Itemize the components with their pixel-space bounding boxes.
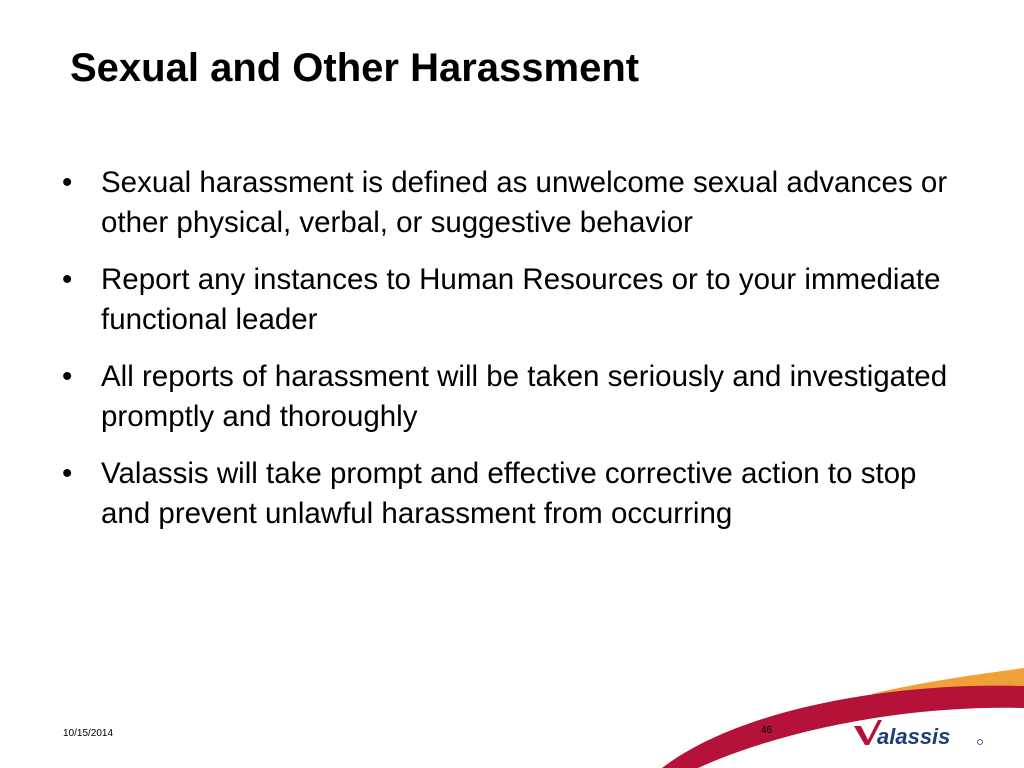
footer-date: 10/15/2014 (63, 728, 114, 739)
valassis-logo (852, 716, 987, 752)
bullet-marker: • (62, 457, 73, 490)
registered-mark-icon (978, 740, 983, 745)
bullet-text: All reports of harassment will be taken seriously and investigated promptly and thoroughly (101, 360, 948, 433)
slide-title: Sexual and Other Harassment (70, 46, 640, 90)
logo-wordmark: alassis (877, 724, 951, 749)
bullet-marker: • (62, 166, 73, 199)
bullet-text: Sexual harassment is defined as unwelcome sexual advances or other physical, verbal, or suggestive behavior (101, 166, 948, 239)
bullet-marker: • (62, 263, 73, 296)
bullet-marker: • (62, 360, 73, 393)
page-number: 46 (761, 725, 773, 736)
bullet-text: Report any instances to Human Resources or to your immediate functional leader (101, 263, 941, 336)
bullet-text: Valassis will take prompt and effective corrective action to stop and prevent unlawful harassment from occurring (101, 457, 917, 530)
